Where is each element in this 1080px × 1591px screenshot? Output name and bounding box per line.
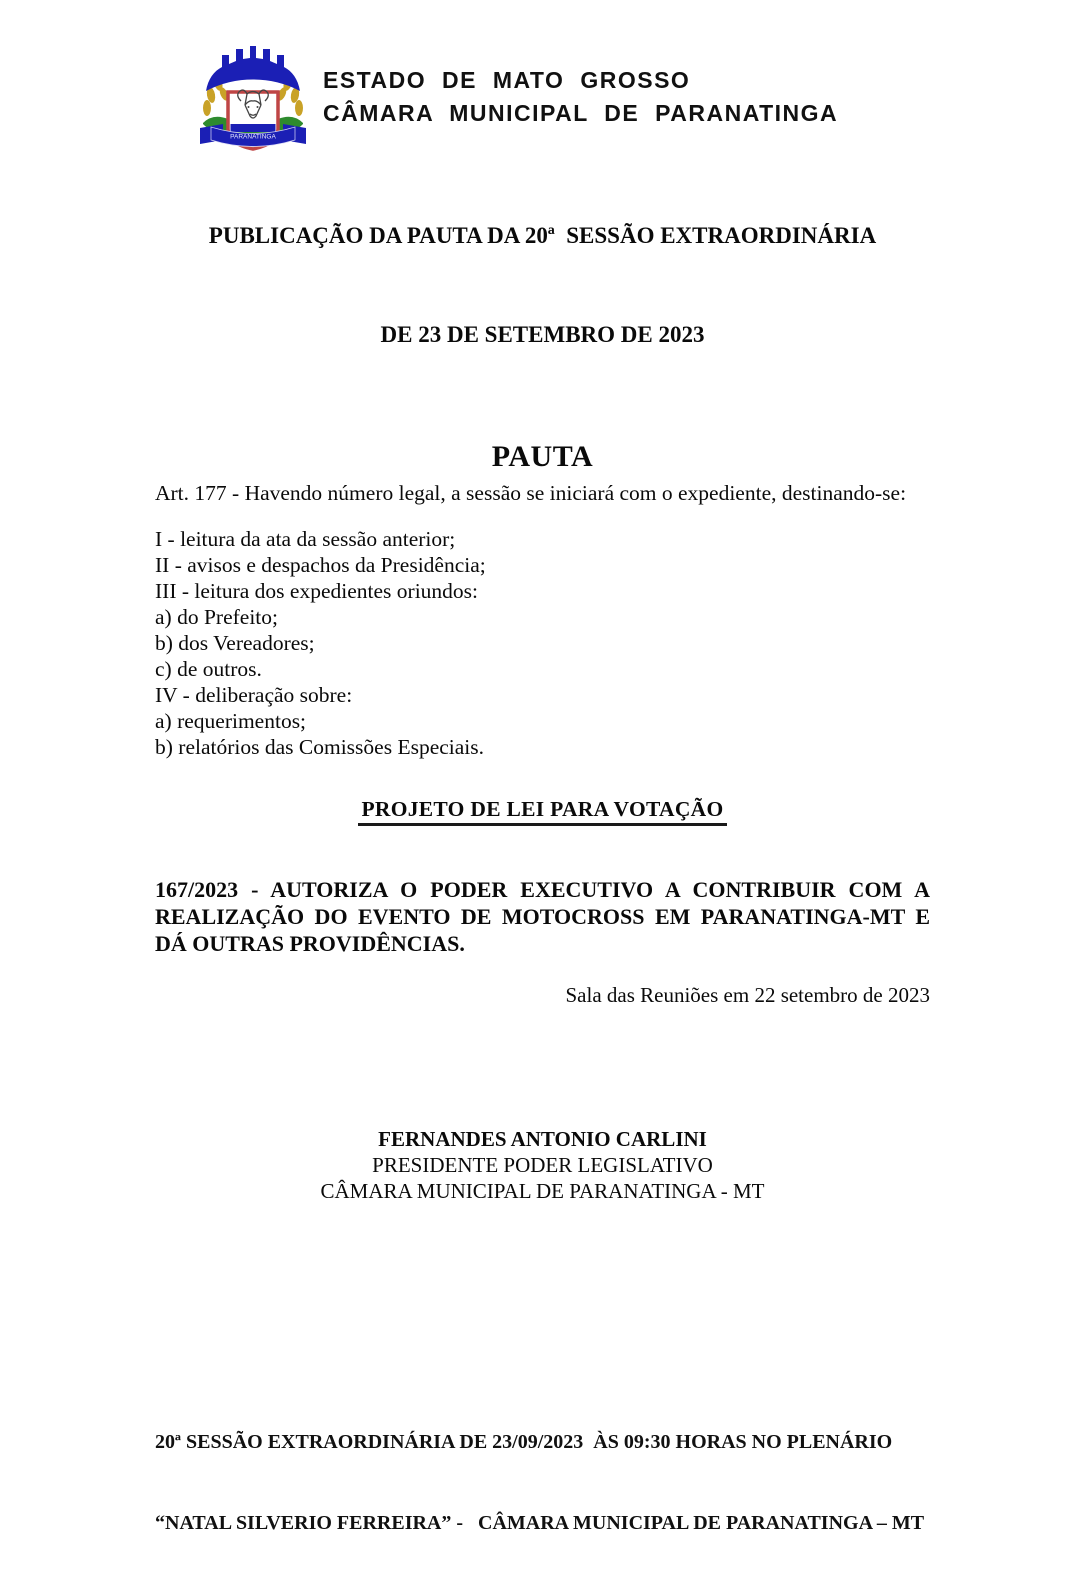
agenda-item: I - leitura da ata da sessão anterior; <box>155 527 456 551</box>
document-title-line1: PUBLICAÇÃO DA PAUTA DA 20ª SESSÃO EXTRAORDINÁRIA <box>208 223 877 248</box>
agenda-item: IV - deliberação sobre: <box>155 683 353 707</box>
section-heading-pauta: PAUTA <box>491 440 594 473</box>
agenda-item: b) relatórios das Comissões Especiais. <box>155 735 485 759</box>
agenda-item: II - avisos e despachos da Presidência; <box>155 553 486 577</box>
dateline: Sala das Reuniões em 22 setembro de 2023 <box>565 983 930 1007</box>
ribbon-text: PARANATINGA <box>230 133 276 141</box>
shield-stripe-blue <box>231 124 276 132</box>
footer-line2: “NATAL SILVERIO FERREIRA” - CÂMARA MUNICIPAL DE PARANATINGA – MT <box>155 1512 925 1534</box>
footer-line1: 20ª SESSÃO EXTRAORDINÁRIA DE 23/09/2023 ÀS 09:30 HORAS NO PLENÁRIO <box>155 1431 893 1453</box>
law-item-paragraph: 167/2023 - AUTORIZA O PODER EXECUTIVO A CONTRIBUIR COM A REALIZAÇÃO DO EVENTO DE MOTOCROSS EM PARANATINGA-MT E DÁ OUTRAS PROVIDÊNCIAS. <box>155 877 930 956</box>
document-title <box>155 153 930 417</box>
intro-paragraph: Art. 177 - Havendo número legal, a sessão se iniciará com o expediente, destinando-se: <box>155 481 907 505</box>
agenda-item: c) de outros. <box>155 657 262 681</box>
footer <box>155 1375 924 1591</box>
org-line-state: ESTADO DE MATO GROSSO <box>323 67 691 93</box>
signature-block <box>155 1126 930 1204</box>
law-section-heading: PROJETO DE LEI PARA VOTAÇÃO <box>358 796 726 826</box>
org-line-chamber: CÂMARA MUNICIPAL DE PARANATINGA <box>323 100 839 126</box>
header <box>197 28 930 153</box>
mural-crown <box>206 46 300 91</box>
agenda-item: b) dos Vereadores; <box>155 631 315 655</box>
agenda-item: a) requerimentos; <box>155 709 307 733</box>
signature-name: FERNANDES ANTONIO CARLINI <box>378 1127 707 1151</box>
org-title-block <box>323 64 838 130</box>
agenda-item: a) do Prefeito; <box>155 605 278 629</box>
municipal-crest-icon <box>197 28 309 153</box>
agenda-item: III - leitura dos expedientes oriundos: <box>155 579 479 603</box>
document-title-line2: DE 23 DE SETEMBRO DE 2023 <box>380 322 705 347</box>
law-section-heading-wrap <box>155 796 930 826</box>
signature-role: PRESIDENTE PODER LEGISLATIVO <box>372 1153 713 1177</box>
signature-org: CÂMARA MUNICIPAL DE PARANATINGA - MT <box>320 1179 765 1203</box>
agenda-list <box>155 526 930 760</box>
